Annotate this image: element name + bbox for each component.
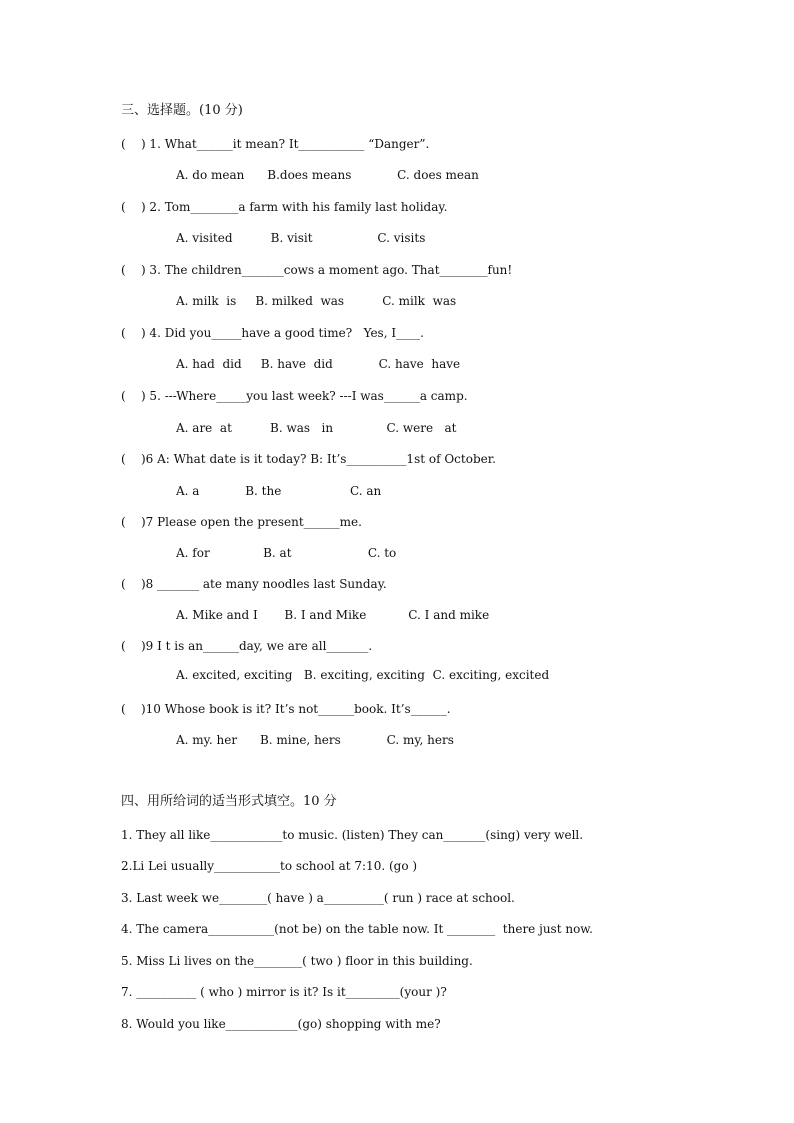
question-8-options: A. Mike and I B. I and Mike C. I and mike [176,608,490,622]
fill-item-1: 1. They all like____________to music. (listen) They can_______(sing) very well. [121,828,584,842]
section-4-heading: 四、用所给词的适当形式填空。10 分 [121,794,337,809]
fill-item-7: 7. __________ ( who ) mirror is it? Is it_________(your )? [121,985,447,999]
question-3-stem: ( ) 3. The children_______cows a moment ago. That________fun! [121,263,513,277]
question-5-options: A. are at B. was in C. were at [176,421,457,435]
question-9-stem: ( )9 I t is an______day, we are all_______. [121,639,373,653]
question-8-stem: ( )8 _______ ate many noodles last Sunday. [121,577,387,591]
question-6-options: A. a B. the C. an [176,484,382,498]
question-7-options: A. for B. at C. to [176,546,397,560]
question-4-stem: ( ) 4. Did you_____have a good time? Yes, I____. [121,326,424,340]
question-2-stem: ( ) 2. Tom________a farm with his family last holiday. [121,200,448,214]
question-10-options: A. my. her B. mine, hers C. my, hers [176,733,454,747]
question-4-options: A. had did B. have did C. have have [176,357,461,371]
section-3-heading: 三、选择题。(10 分) [121,103,243,118]
question-7-stem: ( )7 Please open the present______me. [121,515,362,529]
question-1-options: A. do mean B.does means C. does mean [176,168,479,182]
fill-item-4: 4. The camera___________(not be) on the table now. It ________ there just now. [121,922,593,936]
fill-item-5: 5. Miss Li lives on the________( two ) floor in this building. [121,954,473,968]
question-2-options: A. visited B. visit C. visits [176,231,426,245]
question-5-stem: ( ) 5. ---Where_____you last week? ---I was______a camp. [121,389,468,403]
question-6-stem: ( )6 A: What date is it today? B: It’s__________1st of October. [121,452,496,466]
fill-item-2: 2.Li Lei usually___________to school at 7:10. (go ) [121,859,418,873]
fill-item-3: 3. Last week we________( have ) a__________( run ) race at school. [121,891,515,905]
question-3-options: A. milk is B. milked was C. milk was [176,294,457,308]
question-10-stem: ( )10 Whose book is it? It’s not______book. It’s______. [121,702,451,716]
question-1-stem: ( ) 1. What______it mean? It___________ “Danger”. [121,137,430,151]
fill-item-8: 8. Would you like____________(go) shopping with me? [121,1017,441,1031]
question-9-options: A. excited, exciting B. exciting, exciting C. exciting, excited [176,668,550,682]
